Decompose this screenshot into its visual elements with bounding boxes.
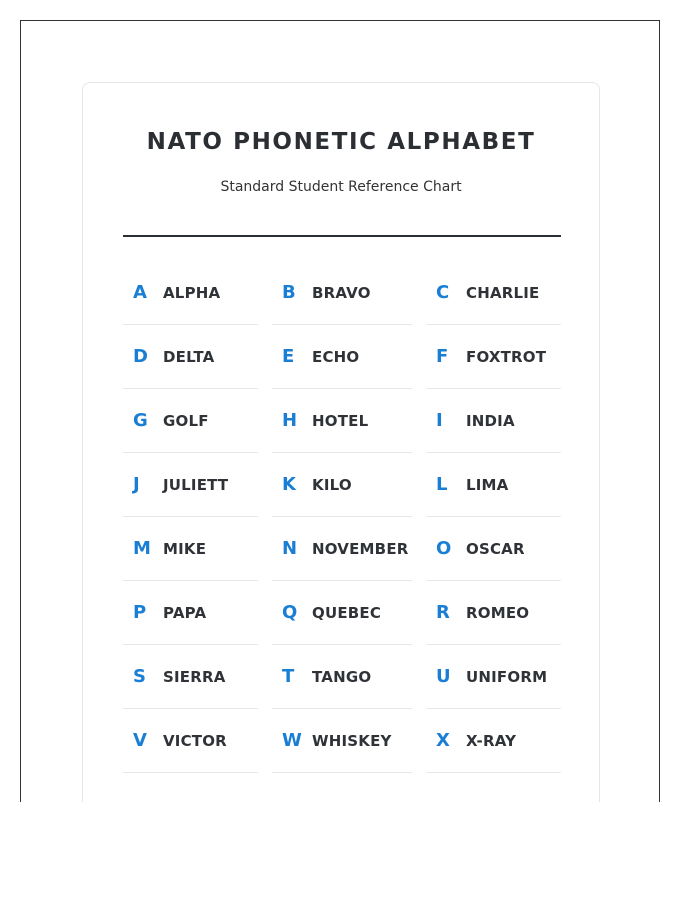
- entry-letter: B: [282, 282, 296, 303]
- alphabet-entry: [272, 261, 412, 325]
- alphabet-entry: [123, 517, 258, 581]
- entry-letter: R: [436, 602, 450, 623]
- alphabet-entry: [272, 453, 412, 517]
- entry-codeword: PAPA: [163, 603, 207, 622]
- entry-codeword: CHARLIE: [466, 283, 540, 302]
- alphabet-entry: [272, 517, 412, 581]
- alphabet-entry: [426, 453, 561, 517]
- entry-letter: J: [133, 474, 140, 495]
- entry-codeword: JULIETT: [163, 475, 229, 494]
- alphabet-entry: [426, 709, 561, 773]
- entry-codeword: OSCAR: [466, 539, 525, 558]
- alphabet-entry: [426, 517, 561, 581]
- entry-letter: N: [282, 538, 298, 559]
- title-divider: [123, 235, 561, 237]
- entry-codeword: VICTOR: [163, 731, 227, 750]
- entry-codeword: UNIFORM: [466, 667, 548, 686]
- entry-letter: A: [133, 282, 147, 303]
- alphabet-entry: [272, 709, 412, 773]
- alphabet-entry: [272, 389, 412, 453]
- alphabet-entry: [272, 581, 412, 645]
- entry-codeword: GOLF: [163, 411, 209, 430]
- alphabet-entry: [123, 325, 258, 389]
- entry-codeword: INDIA: [466, 411, 515, 430]
- entry-codeword: WHISKEY: [312, 731, 392, 750]
- entry-letter: W: [282, 730, 302, 751]
- page-frame: [20, 20, 660, 802]
- entry-letter: P: [133, 602, 147, 623]
- entry-letter: O: [436, 538, 452, 559]
- entry-letter: T: [282, 666, 295, 687]
- page-subtitle: Standard Student Reference Chart: [220, 179, 462, 195]
- alphabet-entry: [123, 581, 258, 645]
- entry-codeword: DELTA: [163, 347, 215, 366]
- alphabet-entry: [272, 325, 412, 389]
- entry-letter: V: [133, 730, 147, 751]
- page-title: NATO PHONETIC ALPHABET: [146, 129, 536, 155]
- entry-codeword: ECHO: [312, 347, 360, 366]
- entry-codeword: ROMEO: [466, 603, 530, 622]
- alphabet-entry: [426, 581, 561, 645]
- entry-letter: I: [436, 410, 443, 431]
- alphabet-entry: [426, 325, 561, 389]
- entry-codeword: MIKE: [163, 539, 207, 558]
- entry-letter: K: [282, 474, 296, 495]
- entry-letter: G: [133, 410, 148, 431]
- entry-letter: M: [133, 538, 151, 559]
- entry-codeword: HOTEL: [312, 411, 369, 430]
- entry-letter: X: [436, 730, 450, 751]
- entry-codeword: BRAVO: [312, 283, 371, 302]
- entry-letter: H: [282, 410, 298, 431]
- entry-letter: L: [436, 474, 448, 495]
- entry-codeword: FOXTROT: [466, 347, 547, 366]
- alphabet-entry: [272, 645, 412, 709]
- alphabet-entry: [426, 645, 561, 709]
- entry-codeword: X-RAY: [466, 731, 517, 750]
- alphabet-entry: [123, 645, 258, 709]
- entry-letter: S: [133, 666, 146, 687]
- entry-letter: F: [436, 346, 449, 367]
- alphabet-entry: [123, 709, 258, 773]
- entry-codeword: QUEBEC: [312, 603, 382, 622]
- alphabet-entry: [123, 389, 258, 453]
- entry-codeword: ALPHA: [163, 283, 221, 302]
- alphabet-entry: [123, 261, 258, 325]
- alphabet-entry: [426, 261, 561, 325]
- entry-codeword: SIERRA: [163, 667, 226, 686]
- entry-codeword: TANGO: [312, 667, 372, 686]
- entry-letter: Q: [282, 602, 298, 623]
- alphabet-entry: [123, 453, 258, 517]
- entry-letter: E: [282, 346, 295, 367]
- entry-codeword: NOVEMBER: [312, 539, 409, 558]
- entry-letter: U: [436, 666, 451, 687]
- reference-card: [82, 82, 600, 802]
- entry-codeword: KILO: [312, 475, 352, 494]
- entry-codeword: LIMA: [466, 475, 509, 494]
- entry-letter: D: [133, 346, 148, 367]
- entry-letter: C: [436, 282, 450, 303]
- alphabet-grid: [123, 261, 561, 773]
- alphabet-entry: [426, 389, 561, 453]
